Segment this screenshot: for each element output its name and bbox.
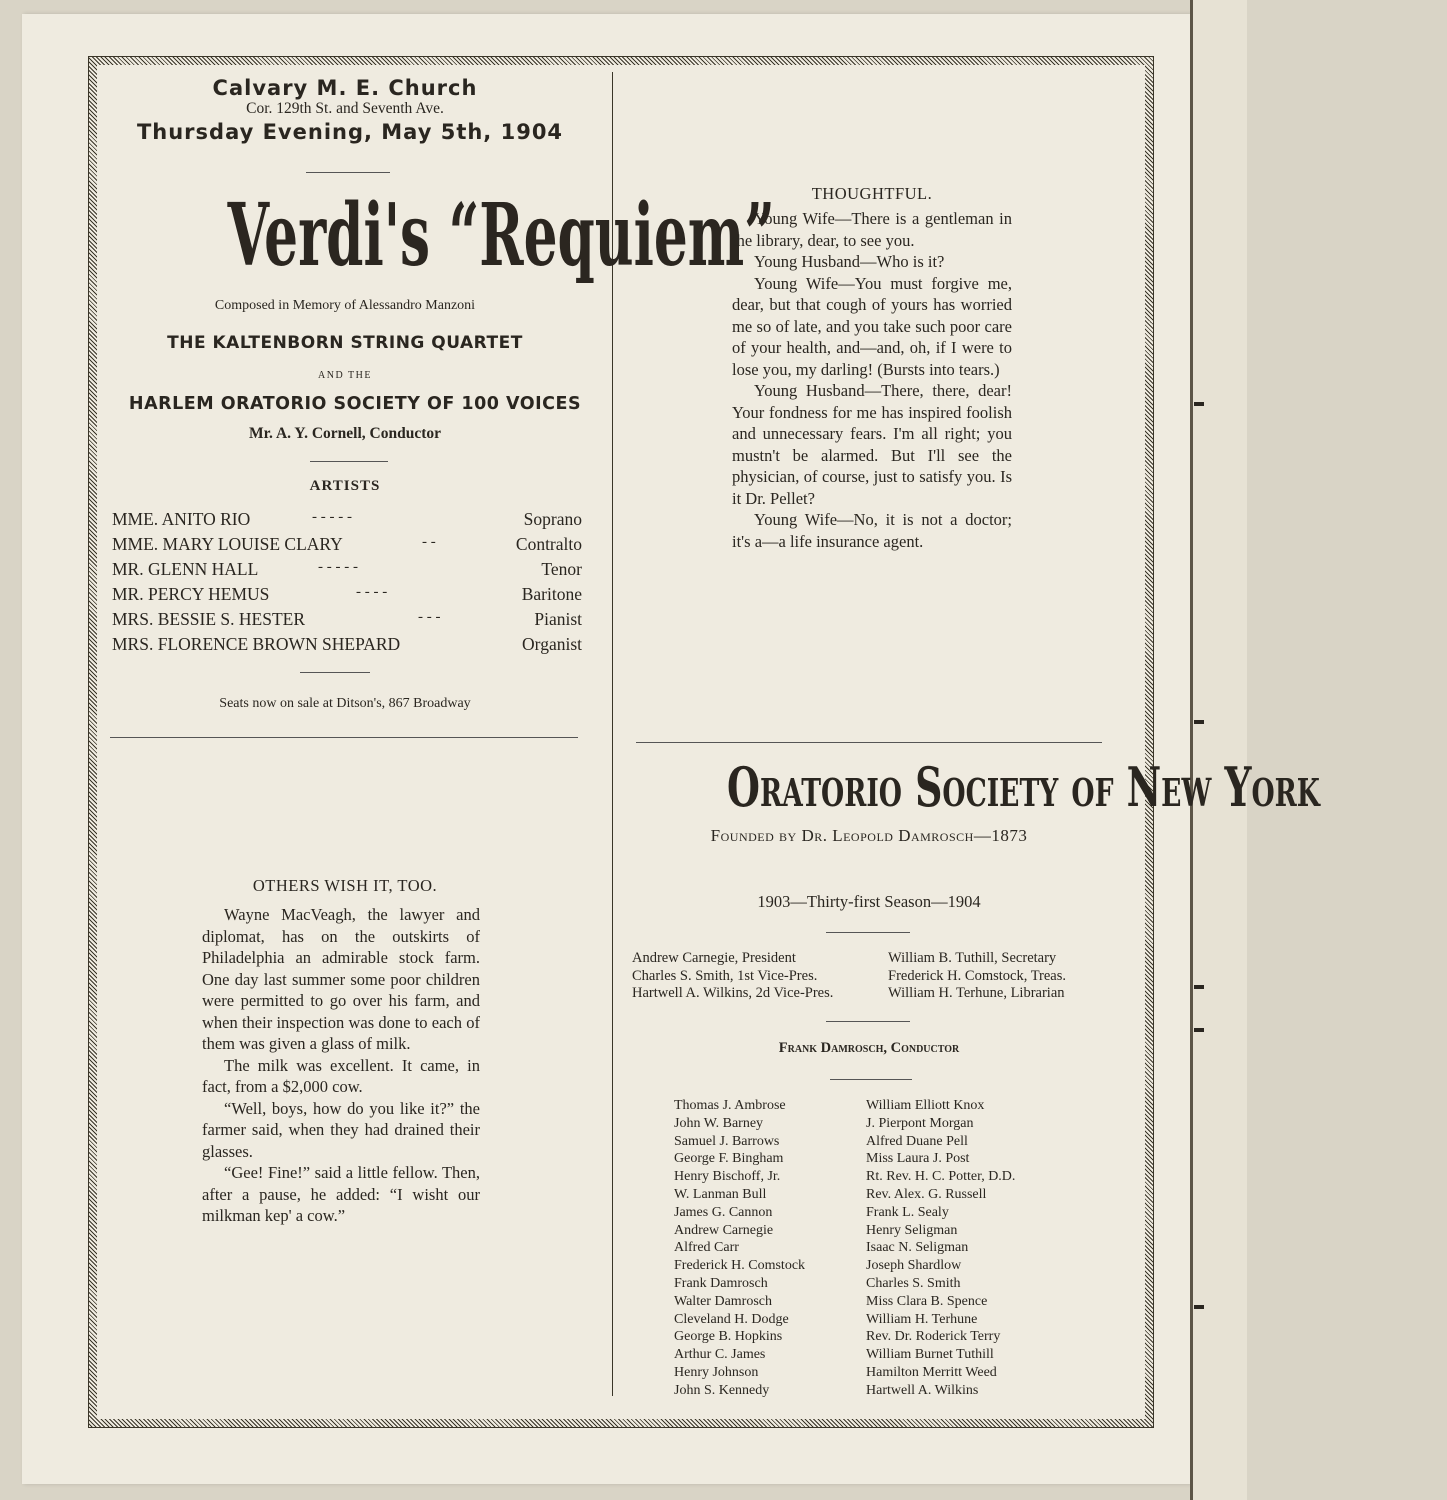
- story-body: [732, 208, 1012, 552]
- director: James G. Cannon: [674, 1204, 773, 1220]
- separator: [310, 461, 388, 462]
- leader-dashes: - - - - -: [312, 509, 352, 525]
- director: John W. Barney: [674, 1115, 764, 1131]
- and-the: AND THE: [318, 370, 372, 381]
- artist-row: [112, 634, 582, 655]
- artist-role: Soprano: [523, 509, 582, 529]
- director: Arthur C. James: [674, 1347, 766, 1363]
- spine-mark: [1194, 1305, 1204, 1309]
- directors-right: [866, 1097, 1015, 1400]
- spine-mark: [1194, 402, 1204, 406]
- artist-role: Tenor: [541, 559, 582, 579]
- artist-row: [112, 584, 582, 605]
- director: Isaac N. Seligman: [866, 1240, 969, 1256]
- concert-title: Verdi's “Requiem”: [227, 185, 775, 286]
- director: Miss Laura J. Post: [866, 1151, 970, 1167]
- director: Andrew Carnegie: [674, 1222, 774, 1238]
- artist-name: MR. GLENN HALL: [112, 559, 259, 579]
- artist-row: [112, 509, 582, 530]
- leader-dashes: - -: [422, 534, 436, 550]
- officers-left: [632, 950, 833, 1003]
- concert-date: Thursday Evening, May 5th, 1904: [136, 120, 564, 144]
- officers-right: [888, 950, 1066, 1003]
- director: Frederick H. Comstock: [674, 1258, 806, 1274]
- director: Henry Johnson: [674, 1364, 759, 1380]
- story-paragraph: Young Wife—There is a gentleman in the library, dear, to see you.: [732, 209, 1012, 250]
- director: Alfred Carr: [674, 1240, 739, 1256]
- church-name: Calvary M. E. Church: [212, 76, 478, 100]
- separator: [300, 672, 370, 673]
- story-paragraph: Young Wife—You must forgive me, dear, but that cough of yours has worried me so of late, and you take such poor care of your health, and—and, oh, if I were to lose you, my darling! (Bursts into tears.): [732, 273, 1012, 379]
- founded-line: Founded by Dr. Leopold Damrosch—1873: [710, 826, 1028, 845]
- story-paragraph: Young Wife—No, it is not a doctor; it's a—a life insurance agent.: [732, 510, 1012, 551]
- leader-dashes: - - -: [418, 609, 441, 625]
- director: Frank L. Sealy: [866, 1204, 949, 1220]
- artist-role: Contralto: [515, 534, 582, 554]
- director: Hartwell A. Wilkins: [866, 1382, 979, 1398]
- conductor-line: Mr. A. Y. Cornell, Conductor: [248, 425, 442, 442]
- story-paragraph: Young Husband—There, there, dear! Your fondness for me has inspired foolish and unnecessary fears. I'm all right; you mustn't be alarmed. But I'll see the physician, of course, just to satisfy you. Is it Dr. Pellet?: [732, 381, 1012, 508]
- director: Alfred Duane Pell: [866, 1133, 968, 1149]
- director: Henry Seligman: [866, 1222, 958, 1238]
- story-title: OTHERS WISH IT, TOO.: [252, 876, 438, 895]
- artist-name: MR. PERCY HEMUS: [112, 584, 270, 604]
- story-body: [202, 904, 480, 1227]
- story-paragraph: The milk was excellent. It came, in fact, from a $2,000 cow.: [202, 1055, 480, 1096]
- director: William H. Terhune: [866, 1311, 978, 1327]
- section-rule: [636, 742, 1102, 743]
- officer: Frederick H. Comstock, Treas.: [888, 967, 1067, 984]
- binding-spine: [1190, 0, 1247, 1500]
- director: Samuel J. Barrows: [674, 1133, 780, 1149]
- director: Thomas J. Ambrose: [674, 1098, 786, 1113]
- director: Walter Damrosch: [674, 1293, 772, 1309]
- director: Rt. Rev. H. C. Potter, D.D.: [866, 1169, 1016, 1185]
- society-name: HARLEM ORATORIO SOCIETY OF 100 VOICES: [128, 394, 582, 414]
- director: Miss Clara B. Spence: [866, 1293, 988, 1309]
- spine-mark: [1194, 985, 1204, 989]
- officer: William H. Terhune, Librarian: [888, 985, 1065, 1001]
- director: Henry Bischoff, Jr.: [674, 1169, 781, 1185]
- director: Rev. Dr. Roderick Terry: [866, 1329, 1001, 1345]
- director: Hamilton Merritt Weed: [866, 1364, 997, 1380]
- director: Joseph Shardlow: [866, 1258, 962, 1274]
- artists-heading: ARTISTS: [309, 478, 381, 494]
- season-line: 1903—Thirty-first Season—1904: [757, 892, 981, 911]
- seats-notice: Seats now on sale at Ditson's, 867 Broadway: [219, 696, 471, 711]
- story-paragraph: Wayne MacVeagh, the lawyer and diplomat, has on the outskirts of Philadelphia an admirable stock farm. One day last summer some poor children were permitted to go over his farm, and when their inspection was done to each of them was given a glass of milk.: [202, 905, 480, 1053]
- artist-role: Baritone: [521, 584, 582, 604]
- artist-row: [112, 534, 582, 555]
- officer: Charles S. Smith, 1st Vice-Pres.: [632, 967, 818, 984]
- artist-name: MME. ANITO RIO: [112, 509, 251, 529]
- section-rule: [110, 737, 578, 738]
- artist-name: MME. MARY LOUISE CLARY: [112, 534, 343, 554]
- separator: [306, 172, 390, 173]
- artist-row: [112, 559, 582, 580]
- director: Charles S. Smith: [866, 1275, 961, 1291]
- director: George B. Hopkins: [674, 1329, 783, 1345]
- directors-left: [674, 1097, 805, 1400]
- society-title: Oratorio Society of New York: [727, 755, 1320, 819]
- director: John S. Kennedy: [674, 1382, 770, 1398]
- leader-dashes: - - - - -: [318, 559, 358, 575]
- director: W. Lanman Bull: [674, 1186, 767, 1202]
- society-title-wrap: [600, 755, 1320, 820]
- quartet-name: THE KALTENBORN STRING QUARTET: [167, 333, 523, 353]
- director: Cleveland H. Dodge: [674, 1311, 789, 1327]
- director: William Elliott Knox: [866, 1098, 985, 1113]
- officer: William B. Tuthill, Secretary: [888, 950, 1057, 966]
- artist-role: Pianist: [534, 609, 582, 629]
- artist-name: MRS. BESSIE S. HESTER: [112, 609, 306, 629]
- separator: [826, 932, 910, 933]
- director: William Burnet Tuthill: [866, 1347, 994, 1363]
- concert-title-wrap: [60, 185, 775, 296]
- story-paragraph: “Gee! Fine!” said a little fellow. Then, after a pause, he added: “I wisht our milkman kep' a cow.”: [202, 1163, 480, 1225]
- director: J. Pierpont Morgan: [866, 1115, 974, 1131]
- director: Frank Damrosch: [674, 1275, 768, 1291]
- director: George F. Bingham: [674, 1151, 784, 1167]
- artist-role: Organist: [522, 634, 582, 654]
- leader-dashes: - - - -: [356, 584, 388, 600]
- concert-subtitle: Composed in Memory of Alessandro Manzoni: [214, 298, 476, 313]
- story-paragraph: “Well, boys, how do you like it?” the farmer said, when they had drained their glasses.: [202, 1098, 480, 1161]
- spine-mark: [1194, 720, 1204, 724]
- separator: [830, 1079, 912, 1080]
- director: Rev. Alex. G. Russell: [866, 1186, 987, 1202]
- story-title: THOUGHTFUL.: [811, 184, 933, 203]
- separator: [826, 1021, 910, 1022]
- artist-name: MRS. FLORENCE BROWN SHEPARD: [112, 634, 401, 654]
- artist-row: [112, 609, 582, 630]
- officer: Andrew Carnegie, President: [632, 950, 796, 966]
- spine-mark: [1194, 1028, 1204, 1032]
- officer: Hartwell A. Wilkins, 2d Vice-Pres.: [632, 985, 834, 1001]
- story-paragraph: Young Husband—Who is it?: [754, 252, 945, 271]
- church-address: Cor. 129th St. and Seventh Ave.: [246, 100, 444, 117]
- society-conductor: Frank Damrosch, Conductor: [778, 1040, 960, 1056]
